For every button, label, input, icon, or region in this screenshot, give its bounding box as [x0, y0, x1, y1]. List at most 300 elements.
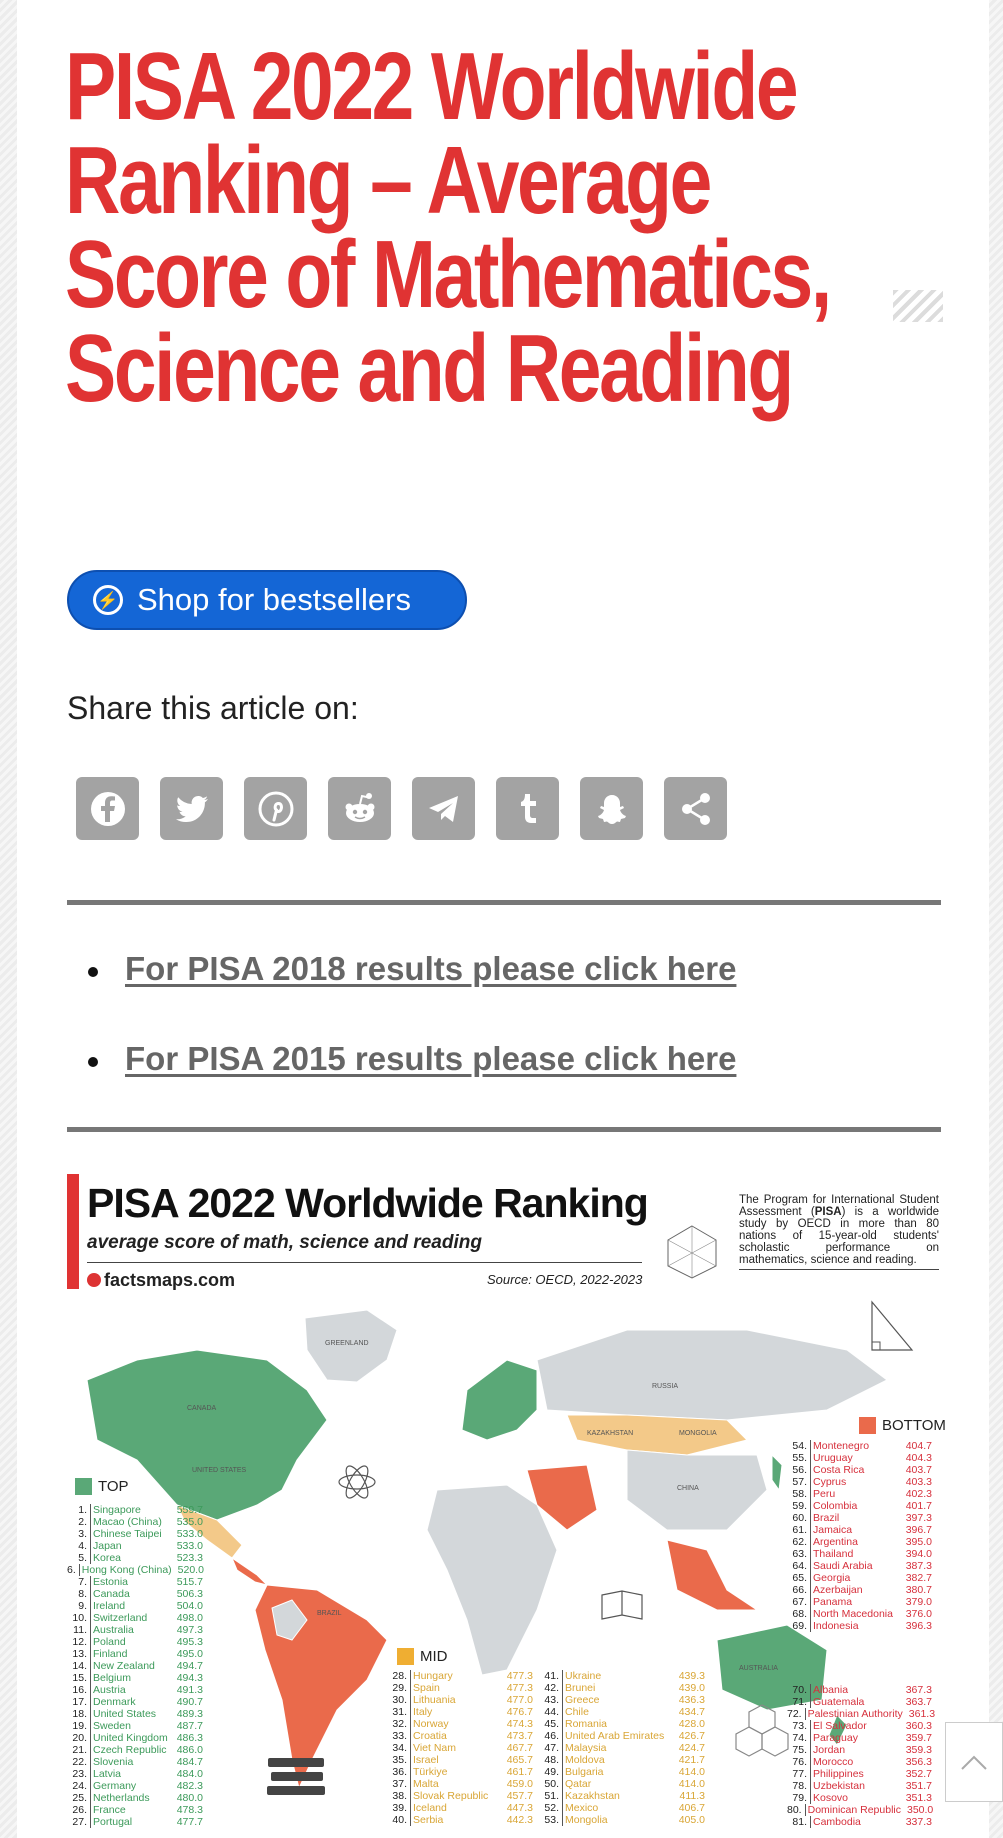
rank-score: 477.3 [506, 1670, 533, 1682]
rank-score: 478.3 [176, 1804, 203, 1816]
ranking-row [387, 1682, 533, 1694]
ranking-row [539, 1682, 705, 1694]
rank-score: 459.0 [506, 1778, 533, 1790]
results-links [77, 950, 736, 1130]
rank-score: 473.7 [506, 1730, 533, 1742]
rank-number: 1. [78, 1504, 87, 1516]
rank-country: United Kingdom [90, 1732, 168, 1744]
rank-country: Malta [410, 1778, 439, 1790]
rank-number: 30. [392, 1694, 407, 1706]
rank-country: Chinese Taipei [90, 1528, 162, 1540]
ranking-row [787, 1440, 932, 1452]
rank-number: 52. [544, 1802, 559, 1814]
ranking-row [67, 1528, 203, 1540]
rank-number: 58. [792, 1488, 807, 1500]
rank-score: 395.0 [905, 1536, 932, 1548]
rank-score: 361.3 [908, 1708, 936, 1720]
rank-number: 16. [72, 1684, 87, 1696]
ranking-row [67, 1696, 203, 1708]
ranking-row [787, 1560, 932, 1572]
rank-score: 360.3 [905, 1720, 932, 1732]
share-buttons [76, 777, 727, 840]
rank-number: 24. [72, 1780, 87, 1792]
rank-number: 10. [72, 1612, 87, 1624]
rank-number: 8. [78, 1588, 87, 1600]
rank-country: Serbia [410, 1814, 443, 1826]
legend-mid-label: MID [420, 1648, 448, 1665]
ranking-row [67, 1552, 203, 1564]
rank-country: Estonia [90, 1576, 128, 1588]
share-more-button[interactable] [664, 777, 727, 840]
rank-country: Netherlands [90, 1792, 150, 1804]
rank-number: 80. [787, 1804, 802, 1816]
rank-number: 9. [78, 1600, 87, 1612]
share-snapchat-button[interactable] [580, 777, 643, 840]
rank-country: Qatar [562, 1778, 591, 1790]
rank-number: 35. [392, 1754, 407, 1766]
rank-country: Kosovo [810, 1792, 848, 1804]
rank-country: Macao (China) [90, 1516, 162, 1528]
rank-score: 486.0 [176, 1744, 203, 1756]
rank-number: 25. [72, 1792, 87, 1804]
rank-score: 484.0 [176, 1768, 203, 1780]
rank-number: 4. [78, 1540, 87, 1552]
rank-country: Slovenia [90, 1756, 133, 1768]
pinterest-icon [256, 789, 296, 829]
ranking-row [67, 1792, 203, 1804]
rank-country: Philippines [810, 1768, 864, 1780]
rank-score: 411.3 [679, 1790, 705, 1802]
rank-country: Brazil [810, 1512, 839, 1524]
rank-score: 520.0 [177, 1564, 204, 1576]
ranking-row [67, 1744, 203, 1756]
rank-score: 434.7 [678, 1706, 705, 1718]
rank-score: 465.7 [506, 1754, 533, 1766]
ranking-row [67, 1816, 203, 1828]
ranking-row [539, 1790, 705, 1802]
rank-score: 439.3 [678, 1670, 705, 1682]
rank-number: 37. [392, 1778, 407, 1790]
share-twitter-button[interactable] [160, 777, 223, 840]
books-doodle-icon [263, 1750, 333, 1805]
map-africa [427, 1485, 557, 1675]
rank-country: Cambodia [810, 1816, 861, 1828]
rank-country: North Macedonia [810, 1608, 893, 1620]
infographic-accent-bar [67, 1174, 79, 1289]
rank-country: Cyprus [810, 1476, 846, 1488]
ranking-row [539, 1814, 705, 1826]
ranking-row [787, 1500, 932, 1512]
rank-number: 47. [544, 1742, 559, 1754]
rank-number: 77. [792, 1768, 807, 1780]
rank-country: Slovak Republic [410, 1790, 488, 1802]
rank-country: Uzbekistan [810, 1780, 865, 1792]
rank-number: 12. [72, 1636, 87, 1648]
ranking-row [67, 1672, 203, 1684]
rank-score: 414.0 [678, 1766, 705, 1778]
rank-score: 351.7 [905, 1780, 932, 1792]
rank-country: Japan [90, 1540, 122, 1552]
rank-score: 482.3 [176, 1780, 203, 1792]
rank-country: Moldova [562, 1754, 605, 1766]
rank-score: 461.7 [506, 1766, 533, 1778]
ranking-row [387, 1742, 533, 1754]
shop-button-label: Shop for bestsellers [137, 582, 411, 617]
rank-number: 50. [544, 1778, 559, 1790]
pisa-2018-link[interactable]: For PISA 2018 results please click here [125, 950, 737, 987]
rank-score: 387.3 [905, 1560, 932, 1572]
rank-score: 486.3 [176, 1732, 203, 1744]
ranking-row [787, 1512, 932, 1524]
rank-country: Finland [90, 1648, 127, 1660]
pisa-2015-link[interactable]: For PISA 2015 results please click here [125, 1040, 737, 1077]
rank-score: 396.3 [905, 1620, 932, 1632]
rank-score: 504.0 [176, 1600, 203, 1612]
rank-score: 484.7 [176, 1756, 203, 1768]
ranking-row [539, 1742, 705, 1754]
rank-score: 394.0 [905, 1548, 932, 1560]
share-label: Share this article on: [67, 690, 359, 726]
rank-score: 352.7 [905, 1768, 932, 1780]
infographic-subtitle: average score of math, science and reading [87, 1232, 482, 1253]
rank-score: 535.0 [176, 1516, 203, 1528]
rank-score: 533.0 [176, 1528, 203, 1540]
rank-score: 397.3 [905, 1512, 932, 1524]
rank-number: 29. [392, 1682, 407, 1694]
rank-country: Jordan [810, 1744, 845, 1756]
decorative-hatch [893, 290, 943, 322]
atom-doodle-icon [339, 1463, 375, 1501]
rank-score: 403.3 [905, 1476, 932, 1488]
description-pisa: PISA [814, 1206, 842, 1218]
snapchat-icon [592, 789, 632, 829]
rank-number: 13. [72, 1648, 87, 1660]
reddit-icon [340, 789, 380, 829]
rank-number: 33. [392, 1730, 407, 1742]
ranking-row [67, 1600, 203, 1612]
rank-country: Belgium [90, 1672, 131, 1684]
rank-score: 477.0 [506, 1694, 533, 1706]
rank-country: Croatia [410, 1730, 447, 1742]
ranking-row [67, 1576, 203, 1588]
rank-country: Norway [410, 1718, 449, 1730]
rank-number: 31. [392, 1706, 407, 1718]
ranking-row [67, 1720, 203, 1732]
legend-top-swatch [75, 1478, 92, 1495]
rank-number: 56. [792, 1464, 807, 1476]
rank-score: 356.3 [905, 1756, 932, 1768]
rank-number: 22. [72, 1756, 87, 1768]
rank-score: 506.3 [176, 1588, 203, 1600]
ranking-row [67, 1636, 203, 1648]
rank-score: 494.7 [176, 1660, 203, 1672]
rank-country: Thailand [810, 1548, 853, 1560]
rank-score: 426.7 [678, 1730, 705, 1742]
rank-country: Paraguay [810, 1732, 858, 1744]
rank-number: 51. [544, 1790, 559, 1802]
ranking-row [787, 1780, 932, 1792]
rank-country: Ireland [90, 1600, 125, 1612]
rank-country: Palestinian Authority [805, 1708, 903, 1720]
ranking-row [539, 1670, 705, 1682]
rank-score: 477.7 [176, 1816, 203, 1828]
map-japan-korea [772, 1455, 782, 1490]
ranking-row [539, 1766, 705, 1778]
rank-number: 7. [78, 1576, 87, 1588]
share-telegram-button[interactable] [412, 777, 475, 840]
rank-country: Saudi Arabia [810, 1560, 873, 1572]
ranking-row [67, 1804, 203, 1816]
twitter-icon [172, 789, 212, 829]
rank-country: Korea [90, 1552, 121, 1564]
rank-number: 41. [544, 1670, 559, 1682]
rank-number: 68. [792, 1608, 807, 1620]
ranking-row [787, 1572, 932, 1584]
rank-number: 60. [792, 1512, 807, 1524]
ranking-row [67, 1588, 203, 1600]
ranking-row [387, 1754, 533, 1766]
rank-country: Dominican Republic [805, 1804, 901, 1816]
ranking-row [387, 1670, 533, 1682]
infographic-brand [87, 1270, 235, 1291]
share-reddit-button[interactable] [328, 777, 391, 840]
scroll-to-top-button[interactable] [945, 1722, 1003, 1802]
ranking-row [387, 1778, 533, 1790]
rank-number: 6. [67, 1564, 76, 1576]
rank-country: Argentina [810, 1536, 858, 1548]
rank-score: 421.7 [678, 1754, 705, 1766]
rank-number: 62. [792, 1536, 807, 1548]
rank-score: 494.3 [176, 1672, 203, 1684]
ranking-row [787, 1488, 932, 1500]
rank-number: 34. [392, 1742, 407, 1754]
rank-number: 39. [392, 1802, 407, 1814]
legend-bottom-label: BOTTOM [882, 1417, 946, 1434]
geometry-doodle-icon [662, 1222, 722, 1282]
legend-top [75, 1478, 129, 1495]
rank-score: 490.7 [176, 1696, 203, 1708]
rank-country: Iceland [410, 1802, 447, 1814]
rank-number: 67. [792, 1596, 807, 1608]
list-item [77, 950, 736, 1040]
divider [67, 900, 941, 905]
rank-country: Poland [90, 1636, 126, 1648]
rank-number: 53. [544, 1814, 559, 1826]
rank-score: 404.3 [905, 1452, 932, 1464]
rank-country: Jamaica [810, 1524, 852, 1536]
rank-number: 28. [392, 1670, 407, 1682]
ranking-bottom-list-a [787, 1440, 932, 1632]
rank-country: United Arab Emirates [562, 1730, 664, 1742]
ranking-row [67, 1684, 203, 1696]
rank-score: 489.3 [176, 1708, 203, 1720]
share-icon [676, 789, 716, 829]
facebook-icon [88, 789, 128, 829]
tumblr-icon [508, 789, 548, 829]
ranking-row [67, 1780, 203, 1792]
ranking-row [787, 1816, 932, 1828]
rank-country: Montenegro [810, 1440, 869, 1452]
rank-number: 61. [792, 1524, 807, 1536]
ranking-top-list [67, 1504, 203, 1828]
rank-number: 11. [73, 1624, 87, 1636]
rank-country: Bulgaria [562, 1766, 604, 1778]
rank-score: 495.3 [176, 1636, 203, 1648]
rank-score: 404.7 [905, 1440, 932, 1452]
infographic-title: PISA 2022 Worldwide Ranking [87, 1180, 648, 1226]
ranking-row [787, 1536, 932, 1548]
map-label: CANADA [187, 1405, 217, 1412]
rank-number: 3. [78, 1528, 87, 1540]
share-pinterest-button[interactable] [244, 777, 307, 840]
hexagon-doodle-icon [727, 1700, 797, 1770]
rank-number: 36. [392, 1766, 407, 1778]
rank-number: 46. [544, 1730, 559, 1742]
rank-score: 497.3 [176, 1624, 203, 1636]
rank-country: Albania [810, 1684, 848, 1696]
rank-number: 20. [72, 1732, 87, 1744]
rank-number: 54. [792, 1440, 807, 1452]
rank-country: Czech Republic [90, 1744, 167, 1756]
ranking-mid-list-b [539, 1670, 705, 1826]
rank-score: 476.7 [506, 1706, 533, 1718]
infographic-rule [87, 1262, 642, 1263]
rank-country: Austria [90, 1684, 126, 1696]
rank-country: Denmark [90, 1696, 136, 1708]
rank-number: 32. [392, 1718, 407, 1730]
rank-country: Lithuania [410, 1694, 456, 1706]
ranking-row [387, 1706, 533, 1718]
rank-country: Mexico [562, 1802, 598, 1814]
description-text-1: The Program for International Student Assessment ( [739, 1194, 939, 1218]
rank-number: 55. [792, 1452, 807, 1464]
rank-country: Sweden [90, 1720, 131, 1732]
ranking-row [387, 1814, 533, 1826]
rank-country: Germany [90, 1780, 136, 1792]
ranking-row [67, 1564, 203, 1576]
rank-score: 367.3 [905, 1684, 932, 1696]
rank-score: 376.0 [905, 1608, 932, 1620]
rank-number: 2. [78, 1516, 87, 1528]
legend-bottom [859, 1417, 946, 1434]
rank-country: Viet Nam [410, 1742, 456, 1754]
ranking-row [67, 1540, 203, 1552]
lightning-icon: ⚡ [93, 585, 123, 615]
rank-score: 559.7 [176, 1504, 203, 1516]
ranking-row [387, 1766, 533, 1778]
ranking-row [787, 1804, 932, 1816]
brand-name: factsmaps.com [104, 1270, 236, 1290]
rank-country: Canada [90, 1588, 130, 1600]
ranking-row [787, 1608, 932, 1620]
legend-bottom-swatch [859, 1417, 876, 1434]
rank-score: 477.3 [506, 1682, 533, 1694]
rank-number: 15. [72, 1672, 87, 1684]
rank-number: 43. [544, 1694, 559, 1706]
ranking-row [387, 1718, 533, 1730]
rank-score: 359.3 [905, 1744, 932, 1756]
map-se-asia [667, 1540, 757, 1610]
ranking-row [787, 1620, 932, 1632]
rank-number: 79. [792, 1792, 807, 1804]
rank-number: 5. [78, 1552, 87, 1564]
rank-score: 406.7 [678, 1802, 705, 1814]
rank-score: 533.0 [176, 1540, 203, 1552]
ranking-row [387, 1802, 533, 1814]
rank-score: 350.0 [907, 1804, 934, 1816]
map-label: MONGOLIA [679, 1430, 717, 1437]
ranking-row [787, 1708, 936, 1720]
rank-country: Greece [562, 1694, 599, 1706]
rank-country: Chile [562, 1706, 589, 1718]
ranking-mid-list-a [387, 1670, 533, 1826]
ranking-row [787, 1548, 932, 1560]
ranking-row [787, 1524, 932, 1536]
infographic-description [739, 1194, 939, 1270]
rank-number: 21. [72, 1744, 87, 1756]
rank-number: 44. [544, 1706, 559, 1718]
rank-number: 71. [792, 1696, 807, 1708]
map-label: AUSTRALIA [739, 1665, 778, 1672]
rank-country: Hong Kong (China) [79, 1564, 172, 1576]
rank-number: 73. [792, 1720, 807, 1732]
rank-country: Georgia [810, 1572, 850, 1584]
rank-country: Israel [410, 1754, 439, 1766]
rank-score: 402.3 [905, 1488, 932, 1500]
rank-score: 403.7 [905, 1464, 932, 1476]
rank-number: 19. [72, 1720, 87, 1732]
ranking-row [67, 1768, 203, 1780]
divider [67, 1127, 941, 1132]
rank-score: 498.0 [176, 1612, 203, 1624]
shop-bestsellers-button[interactable] [67, 570, 467, 630]
map-russia [537, 1330, 887, 1420]
share-facebook-button[interactable] [76, 777, 139, 840]
rank-score: 436.3 [678, 1694, 705, 1706]
rank-number: 18. [72, 1708, 87, 1720]
rank-country: Australia [90, 1624, 134, 1636]
share-tumblr-button[interactable] [496, 777, 559, 840]
map-europe [462, 1360, 537, 1440]
ranking-row [787, 1768, 932, 1780]
pisa-infographic [67, 1170, 962, 1838]
rank-number: 65. [792, 1572, 807, 1584]
rank-number: 48. [544, 1754, 559, 1766]
ranking-bottom-list-b [787, 1684, 936, 1828]
map-label: RUSSIA [652, 1383, 679, 1390]
rank-score: 405.0 [678, 1814, 705, 1826]
rank-country: Romania [562, 1718, 607, 1730]
rank-country: Peru [810, 1488, 835, 1500]
ranking-row [387, 1790, 533, 1802]
rank-country: Costa Rica [810, 1464, 864, 1476]
rank-number: 75. [792, 1744, 807, 1756]
rank-country: Indonesia [810, 1620, 859, 1632]
rank-country: Brunei [562, 1682, 595, 1694]
rank-country: Mongolia [562, 1814, 608, 1826]
ranking-row [787, 1720, 932, 1732]
ranking-row [787, 1476, 932, 1488]
rank-number: 70. [792, 1684, 807, 1696]
legend-top-label: TOP [98, 1478, 129, 1495]
rank-score: 523.3 [176, 1552, 203, 1564]
rank-number: 74. [792, 1732, 807, 1744]
rank-country: United States [90, 1708, 156, 1720]
article-title: PISA 2022 Worldwide Ranking – Average Score of Mathematics, Science and Reading [65, 33, 830, 422]
rank-score: 359.7 [905, 1732, 932, 1744]
ranking-row [787, 1744, 932, 1756]
ranking-row [387, 1730, 533, 1742]
